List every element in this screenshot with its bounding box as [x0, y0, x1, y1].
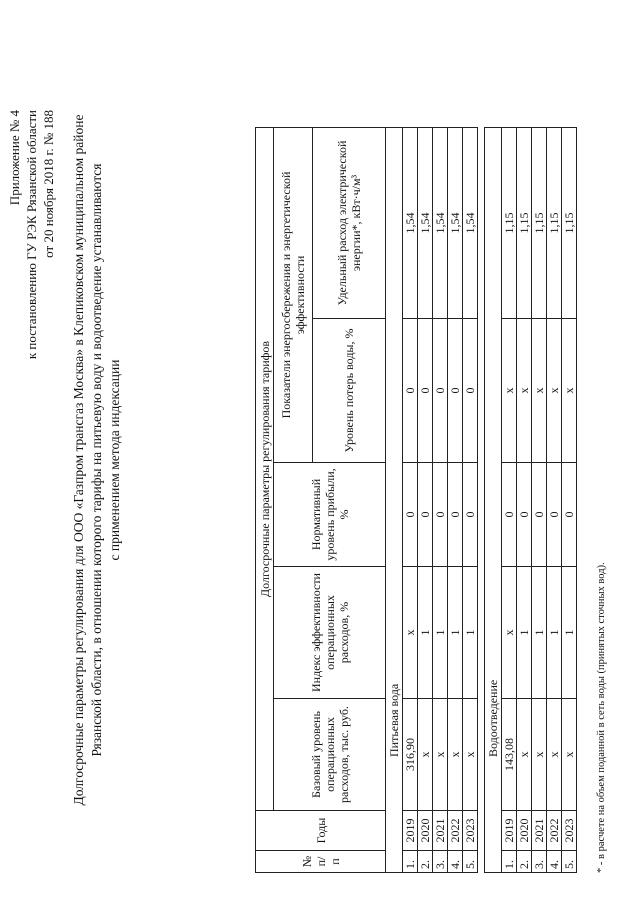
row-profit: 0: [547, 463, 562, 567]
section-spacer: [478, 127, 485, 872]
row-water-loss: x: [547, 319, 562, 463]
table-row: [562, 127, 577, 872]
row-base-cost: 316,90: [403, 699, 418, 811]
appendix-resolution: к постановлению ГУ РЭК Рязанской области: [24, 110, 39, 360]
row-efficiency: 1: [463, 567, 478, 699]
row-base-cost: x: [463, 699, 478, 811]
appendix-number: Приложение № 4: [7, 110, 22, 206]
row-profit: 0: [562, 463, 577, 567]
row-number: 1.: [403, 851, 418, 873]
row-number: 3.: [433, 851, 448, 873]
section-title: Водоотведение: [485, 127, 502, 872]
row-electricity: 1,54: [448, 127, 463, 318]
row-efficiency: 1: [418, 567, 433, 699]
table-row: [532, 127, 547, 872]
row-profit: 0: [517, 463, 532, 567]
parameters-table: [255, 127, 577, 873]
row-water-loss: 0: [433, 319, 448, 463]
row-profit: 0: [433, 463, 448, 567]
row-electricity: 1,54: [433, 127, 448, 318]
row-year: 2022: [448, 811, 463, 851]
row-base-cost: 143,08: [502, 699, 517, 811]
spacer-cell: [478, 127, 485, 872]
table-row: [463, 127, 478, 872]
row-year: 2019: [502, 811, 517, 851]
title-line-3: с применением метода индексации: [107, 359, 122, 561]
table-row: [517, 127, 532, 872]
row-base-cost: x: [418, 699, 433, 811]
header-water-loss: Уровень потерь воды, %: [313, 319, 386, 463]
row-profit: 0: [418, 463, 433, 567]
row-electricity: 1,54: [403, 127, 418, 318]
header-electricity: Удельный расход электрической энергии*, кВт·ч/м³: [313, 127, 386, 318]
header-profit: Нормативный уровень прибыли, %: [274, 463, 386, 567]
header-base-cost: Базовый уровень операционных расходов, тыс. руб.: [274, 699, 386, 811]
row-efficiency: x: [403, 567, 418, 699]
row-water-loss: 0: [463, 319, 478, 463]
row-year: 2023: [562, 811, 577, 851]
section-header-row: [485, 127, 502, 872]
table-row: [418, 127, 433, 872]
table-row: [502, 127, 517, 872]
table-row: [403, 127, 418, 872]
header-energy-group: Показатели энергосбережения и энергетической эффективности: [274, 127, 313, 462]
appendix-reference: [6, 110, 57, 470]
section-header-row: [386, 127, 403, 872]
row-number: 1.: [502, 851, 517, 873]
document-title: [70, 70, 124, 850]
row-year: 2020: [517, 811, 532, 851]
row-electricity: 1,54: [418, 127, 433, 318]
row-electricity: 1,54: [463, 127, 478, 318]
row-profit: 0: [502, 463, 517, 567]
row-base-cost: x: [448, 699, 463, 811]
row-efficiency: x: [502, 567, 517, 699]
header-years: Годы: [256, 811, 386, 851]
row-base-cost: x: [433, 699, 448, 811]
row-electricity: 1,15: [532, 127, 547, 318]
row-year: 2021: [532, 811, 547, 851]
row-base-cost: x: [547, 699, 562, 811]
appendix-date: от 20 ноября 2018 г. № 188: [41, 110, 56, 258]
row-electricity: 1,15: [502, 127, 517, 318]
row-base-cost: x: [562, 699, 577, 811]
section-title: Питьевая вода: [386, 127, 403, 872]
row-number: 2.: [517, 851, 532, 873]
header-group: Долгосрочные параметры регулирования тарифов: [256, 127, 274, 810]
row-electricity: 1,15: [517, 127, 532, 318]
table-row: [433, 127, 448, 872]
row-profit: 0: [403, 463, 418, 567]
row-efficiency: 1: [433, 567, 448, 699]
row-water-loss: 0: [448, 319, 463, 463]
row-year: 2021: [433, 811, 448, 851]
row-water-loss: x: [532, 319, 547, 463]
row-year: 2023: [463, 811, 478, 851]
title-line-2: Рязанской области, в отношении которого тарифы на питьевую воду и водоотведение устанавливаются: [89, 163, 104, 757]
row-efficiency: 1: [517, 567, 532, 699]
row-number: 2.: [418, 851, 433, 873]
row-electricity: 1,15: [562, 127, 577, 318]
row-year: 2022: [547, 811, 562, 851]
row-number: 3.: [532, 851, 547, 873]
table-row: [448, 127, 463, 872]
row-number: 4.: [448, 851, 463, 873]
row-water-loss: x: [517, 319, 532, 463]
row-year: 2019: [403, 811, 418, 851]
row-water-loss: 0: [418, 319, 433, 463]
row-electricity: 1,15: [547, 127, 562, 318]
row-base-cost: x: [517, 699, 532, 811]
row-efficiency: 1: [532, 567, 547, 699]
row-profit: 0: [448, 463, 463, 567]
row-number: 5.: [463, 851, 478, 873]
table-row: [547, 127, 562, 872]
row-number: 5.: [562, 851, 577, 873]
row-base-cost: x: [532, 699, 547, 811]
row-profit: 0: [463, 463, 478, 567]
row-number: 4.: [547, 851, 562, 873]
row-efficiency: 1: [547, 567, 562, 699]
footnote: * - в расчете на объем поданной в сеть воды (принятых сточных вод).: [596, 562, 607, 873]
title-line-1: Долгосрочные параметры регулирования для ООО «Газпром трансгаз Москва» в Клепиковском муниципальном районе: [71, 114, 86, 806]
header-efficiency: Индекс эффективности операционных расходов, %: [274, 567, 386, 699]
row-efficiency: 1: [562, 567, 577, 699]
row-profit: 0: [532, 463, 547, 567]
row-year: 2020: [418, 811, 433, 851]
row-efficiency: 1: [448, 567, 463, 699]
header-num: № п/п: [256, 851, 386, 873]
row-water-loss: x: [562, 319, 577, 463]
row-water-loss: 0: [403, 319, 418, 463]
row-water-loss: x: [502, 319, 517, 463]
